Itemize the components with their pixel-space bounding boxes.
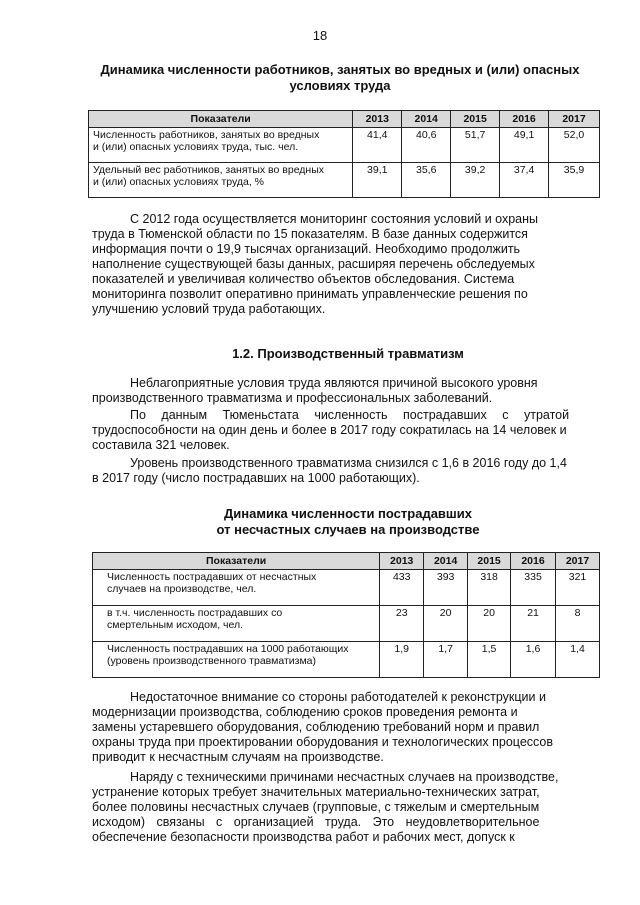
text-line: охраны труда при проектировании оборудования и технологических процессов <box>92 735 554 749</box>
table-cell: 40,6 <box>402 128 451 163</box>
text-line: более половины несчастных случаев (групповые, с тяжелым и смертельным <box>92 800 540 814</box>
text-line: устранение которых требует значительных материально-технических затрат, <box>92 785 540 799</box>
table-cell: 318 <box>468 570 511 606</box>
text-line: Недостаточное внимание со стороны работодателей к реконструкции и <box>130 690 546 704</box>
section-heading: 1.2. Производственный травматизм <box>232 346 464 361</box>
column-header: Показатели <box>93 553 380 570</box>
text-line: в 2017 году (число пострадавших на 1000 работающих). <box>92 471 420 485</box>
text-line: модернизации производства, соблюдению сроков проведения ремонта и <box>92 705 518 719</box>
paragraph-employers <box>92 690 604 765</box>
table-row <box>93 570 600 606</box>
table-cell: 20 <box>424 606 468 642</box>
paragraph-conditions <box>92 376 604 406</box>
text-line: Неблагоприятные условия труда являются причиной высокого уровня <box>130 376 538 390</box>
table-cell: 37,4 <box>500 163 549 198</box>
text-line: труда в Тюменской области по 15 показателям. В базе данных содержится <box>92 227 528 241</box>
paragraph-injury-level <box>92 456 604 486</box>
column-header-year: 2017 <box>549 111 600 128</box>
row-label <box>93 570 380 606</box>
row-label-line: Численность пострадавших на 1000 работающих <box>107 643 349 655</box>
text-line: трудоспособности на один день и более в 2017 году сократилась на 14 человек и <box>92 423 567 437</box>
table2-title <box>92 506 604 538</box>
text-line: С 2012 года осуществляется мониторинг состояния условий и охраны <box>130 212 539 226</box>
text-line: информация почти о 19,9 тысячах организаций. Необходимо продолжить <box>92 242 521 256</box>
table-cell: 433 <box>380 570 424 606</box>
table-cell: 1,6 <box>511 642 556 678</box>
row-label <box>89 128 353 163</box>
table2-header-row <box>93 553 600 570</box>
text-line: Наряду с техническими причинами несчастных случаев на производстве, <box>130 770 559 784</box>
text-line: мониторинга позволит оперативно принимать управленческие решения по <box>92 287 528 301</box>
column-header-year: 2015 <box>451 111 500 128</box>
row-label-line: Численность пострадавших от несчастных <box>107 571 317 583</box>
table-row <box>93 642 600 678</box>
paragraph-tyumenstat <box>92 408 604 453</box>
page-number: 18 <box>312 28 328 43</box>
row-label-line: и (или) опасных условиях труда, % <box>93 176 265 188</box>
table-cell: 49,1 <box>500 128 549 163</box>
table-cell: 39,2 <box>451 163 500 198</box>
text-line: обеспечение безопасности производства работ и рабочих мест, допуск к <box>92 830 515 844</box>
text-line: Уровень производственного травматизма снизился с 1,6 в 2016 году до 1,4 <box>130 456 567 470</box>
table-cell: 52,0 <box>549 128 600 163</box>
column-header-year: 2017 <box>556 553 600 570</box>
column-header-year: 2015 <box>468 553 511 570</box>
row-label-line: смертельным исходом, чел. <box>107 619 244 631</box>
text-line: производственного травматизма и профессиональных заболеваний. <box>92 391 493 405</box>
row-label-line: Удельный вес работников, занятых во вредных <box>93 164 325 176</box>
table-cell: 35,6 <box>402 163 451 198</box>
table-cell: 41,4 <box>353 128 402 163</box>
table1-header-row <box>89 111 600 128</box>
table1-title-line: условиях труда <box>289 78 391 93</box>
row-label <box>93 606 380 642</box>
column-header-year: 2016 <box>511 553 556 570</box>
table-cell: 51,7 <box>451 128 500 163</box>
table-cell: 21 <box>511 606 556 642</box>
table-cell: 1,5 <box>468 642 511 678</box>
row-label-line: (уровень производственного травматизма) <box>107 655 317 667</box>
table-row <box>89 128 600 163</box>
table-cell: 335 <box>511 570 556 606</box>
table-row <box>89 163 600 198</box>
text-line: показателей и увеличивая количество объектов обследования. Система <box>92 272 515 286</box>
column-header-year: 2014 <box>424 553 468 570</box>
table-cell: 39,1 <box>353 163 402 198</box>
table-cell: 1,7 <box>424 642 468 678</box>
row-label <box>93 642 380 678</box>
text-line: приводит к несчастным случаям на производстве. <box>92 750 384 764</box>
table-cell: 35,9 <box>549 163 600 198</box>
row-label-line: случаев на производстве, чел. <box>107 583 257 595</box>
text-line: По данным Тюменьстата численность пострадавших с утратой <box>130 408 570 422</box>
column-header-year: 2013 <box>380 553 424 570</box>
table1-title-line: Динамика численности работников, занятых во вредных и (или) опасных <box>100 62 580 77</box>
table-cell: 1,9 <box>380 642 424 678</box>
row-label-line: и (или) опасных условиях труда, тыс. чел. <box>93 141 299 153</box>
table-cell: 393 <box>424 570 468 606</box>
table1 <box>88 110 600 198</box>
column-header-year: 2016 <box>500 111 549 128</box>
text-line: замены устаревшего оборудования, соблюдению требований норм и правил <box>92 720 540 734</box>
row-label-line: Численность работников, занятых во вредных <box>93 129 320 141</box>
text-line: исходом) связаны с организацией труда. Это неудовлетворительное <box>92 815 540 829</box>
table-cell: 8 <box>556 606 600 642</box>
paragraph-technical-causes <box>92 770 604 845</box>
text-line: наполнение существующей базы данных, расширяя перечень обследуемых <box>92 257 535 271</box>
row-label-line: в т.ч. численность пострадавших со <box>107 607 283 619</box>
table-cell: 20 <box>468 606 511 642</box>
row-label <box>89 163 353 198</box>
text-line: составила 321 человек. <box>92 438 230 452</box>
table-row <box>93 606 600 642</box>
column-header-year: 2014 <box>402 111 451 128</box>
table1-title <box>60 62 620 94</box>
column-header-year: 2013 <box>353 111 402 128</box>
table2 <box>92 552 600 678</box>
table-cell: 23 <box>380 606 424 642</box>
text-line: улучшению условий труда работающих. <box>92 302 326 316</box>
table2-title-line: от несчастных случаев на производстве <box>216 522 480 537</box>
table-cell: 321 <box>556 570 600 606</box>
table-cell: 1,4 <box>556 642 600 678</box>
paragraph-monitoring <box>92 212 604 317</box>
column-header: Показатели <box>89 111 353 128</box>
table2-title-line: Динамика численности пострадавших <box>224 506 472 521</box>
